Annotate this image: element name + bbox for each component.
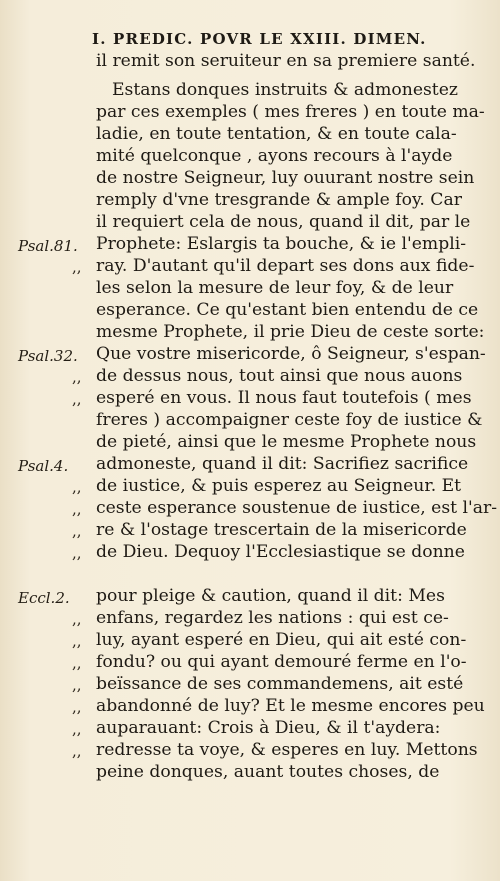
text-line-32: peine donques, auant toutes choses, de	[96, 762, 440, 782]
quote-marker: ,,	[72, 610, 82, 628]
text-line-31: redresse ta voye, & esperes en luy. Mettons	[96, 740, 478, 760]
quote-marker: ,,	[72, 698, 82, 716]
quote-marker: ,,	[72, 676, 82, 694]
quote-marker: ,,	[72, 522, 82, 540]
margin-note-psal-32: Psal.32.	[18, 347, 78, 365]
text-line-15: de dessus nous, tout ainsi que nous auons	[96, 366, 463, 386]
margin-note-psal-4: Psal.4.	[18, 457, 69, 475]
text-line-8: il requiert cela de nous, quand il dit, par le	[96, 212, 471, 232]
text-line-16: esperé en vous. Il nous faut toutefois ( mes	[96, 388, 472, 408]
quote-marker: ,,	[72, 654, 82, 672]
text-line-25: enfans, regardez les nations : qui est ce-	[96, 608, 449, 628]
text-line-19: admoneste, quand il dit: Sacrifiez sacrifice	[96, 454, 469, 474]
quote-marker: ,,	[72, 632, 82, 650]
text-line-20: de iustice, & puis esperez au Seigneur. Et	[96, 476, 462, 496]
text-line-10: ray. D'autant qu'il depart ses dons aux fide-	[96, 256, 475, 276]
quote-marker: ,,	[72, 368, 82, 386]
text-line-29: abandonné de luy? Et le mesme encores peu	[96, 696, 485, 716]
text-line-26: luy, ayant esperé en Dieu, qui ait esté con-	[96, 630, 467, 650]
text-line-21: ceste esperance soustenue de iustice, est l'ar-	[96, 498, 498, 518]
text-line-23: de Dieu. Dequoy l'Ecclesiastique se donne	[96, 542, 465, 562]
quote-marker: ,,	[72, 544, 82, 562]
text-line-9: Prophete: Eslargis ta bouche, & ie l'empli-	[96, 234, 467, 254]
text-line-22: re & l'ostage trescertain de la misericorde	[96, 520, 467, 540]
text-line-14: Que vostre misericorde, ô Seigneur, s'espan-	[96, 344, 486, 364]
quote-marker: ,,	[72, 500, 82, 518]
text-line-11: les selon la mesure de leur foy, & de leur	[96, 278, 454, 298]
text-line-7: remply d'vne tresgrande & ample foy. Car	[96, 190, 462, 210]
text-line-1: il remit son seruiteur en sa premiere santé.	[96, 51, 476, 71]
quote-marker: ,,	[72, 742, 82, 760]
running-header: I. PREDIC. POVR LE XXIII. DIMEN.	[92, 30, 427, 48]
margin-note-eccl-2: Eccl.2.	[18, 589, 70, 607]
text-line-30: auparauant: Crois à Dieu, & il t'aydera:	[96, 718, 441, 738]
text-line-4: ladie, en toute tentation, & en toute cala-	[96, 124, 457, 144]
margin-note-psal-81: Psal.81.	[18, 237, 78, 255]
quote-marker: ,,	[72, 390, 82, 408]
text-line-5: mité quelconque , ayons recours à l'ayde	[96, 146, 453, 166]
text-line-27: fondu? ou qui ayant demouré ferme en l'o-	[96, 652, 467, 672]
text-line-24: pour pleige & caution, quand il dit: Mes	[96, 586, 445, 606]
text-line-12: esperance. Ce qu'estant bien entendu de ce	[96, 300, 479, 320]
quote-marker: ,,	[72, 720, 82, 738]
text-line-3: par ces exemples ( mes freres ) en toute ma-	[96, 102, 485, 122]
text-line-28: beïssance de ses commandemens, ait esté	[96, 674, 464, 694]
text-line-6: de nostre Seigneur, luy ouurant nostre sein	[96, 168, 475, 188]
text-line-13: mesme Prophete, il prie Dieu de ceste sorte:	[96, 322, 485, 342]
text-line-18: de pieté, ainsi que le mesme Prophete nous	[96, 432, 477, 452]
text-line-2: Estans donques instruits & admonestez	[112, 80, 458, 100]
quote-marker: ,,	[72, 478, 82, 496]
quote-marker: ,,	[72, 258, 82, 276]
text-line-17: freres ) accompaigner ceste foy de iustice &	[96, 410, 483, 430]
